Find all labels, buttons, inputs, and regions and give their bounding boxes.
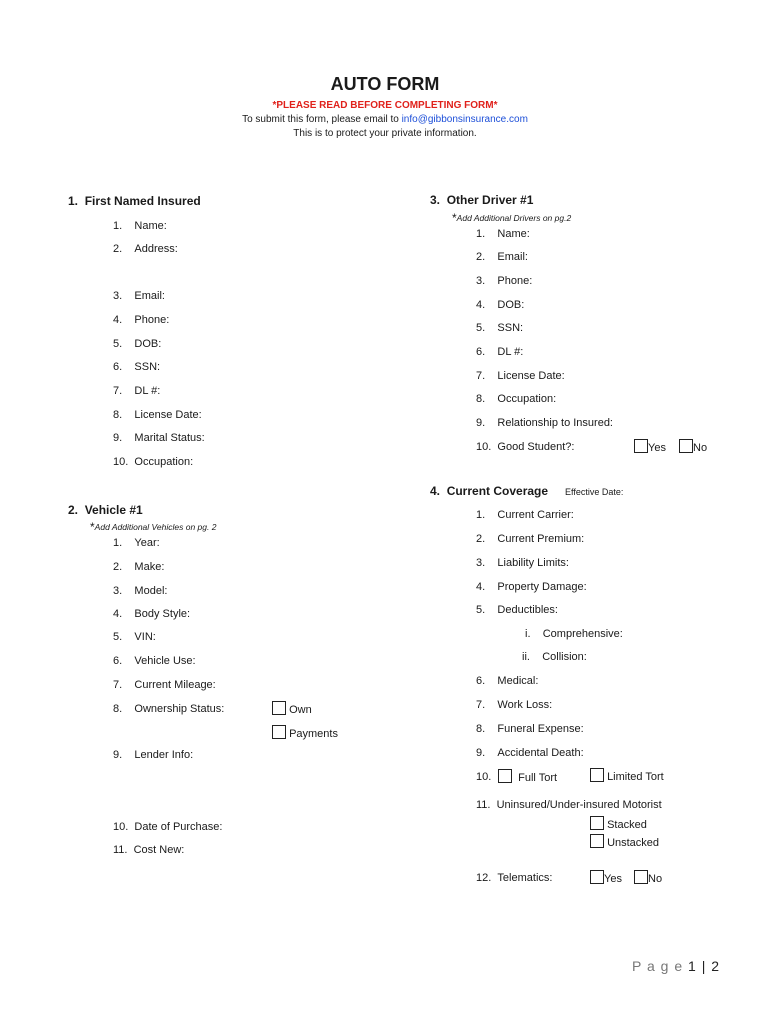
item-label: VIN: [134,631,156,643]
item-label: Current Premium: [497,533,585,545]
section-vehicle [68,503,143,517]
item-label: SSN: [134,361,161,373]
no-label: No [693,442,708,454]
tort-item-number: 10. [476,771,492,783]
item-number: 3. [113,290,123,302]
item-label: SSN: [497,322,524,334]
driver-email-field[interactable] [476,251,528,263]
item-label: Liability Limits: [497,557,569,569]
work-loss-field[interactable] [476,699,552,711]
deductibles-field [476,604,558,616]
item-number: 8. [476,393,486,405]
item-label: Marital Status: [134,432,205,444]
driver-license-date-field[interactable] [476,370,565,382]
item-number: 8. [113,703,123,715]
item-number: 4. [113,314,123,326]
page-current: 1 [688,958,697,974]
driver-note [452,211,571,225]
telematics-no-option[interactable] [634,870,662,885]
item-label: DOB: [497,299,525,311]
good-student-yes-checkbox[interactable] [634,439,648,453]
note-text: Add Additional Vehicles on pg. 2 [94,522,217,532]
uninsured-motorist-field [476,799,662,811]
item-label: Uninsured/Under-insured Motorist [496,799,662,811]
item-number: 7. [113,679,123,691]
yes-label: Yes [604,873,622,885]
item-label: Email: [134,290,165,302]
item-number: i. [525,628,531,640]
item-label: Relationship to Insured: [497,417,613,429]
item-number: 8. [113,409,123,421]
item-label: DL #: [497,346,524,358]
vehicle-make-field[interactable] [113,561,164,573]
collision-field[interactable] [522,651,587,663]
item-label: Vehicle Use: [134,655,196,667]
item-number: 6. [113,361,123,373]
page-word: P a g e [632,958,684,974]
payments-label: Payments [289,728,338,740]
own-option[interactable] [272,701,312,716]
vehicle-body-style-field[interactable] [113,608,190,620]
read-warning: *PLEASE READ BEFORE COMPLETING FORM* [272,100,498,111]
item-label: Comprehensive: [542,628,623,640]
current-carrier-field[interactable] [476,509,574,521]
limited-tort-label: Limited Tort [607,771,664,783]
item-label: Current Carrier: [497,509,574,521]
item-number: 3. [476,275,486,287]
item-number: 2. [113,243,123,255]
unstacked-checkbox[interactable] [590,834,604,848]
item-label: Property Damage: [497,581,587,593]
funeral-expense-field[interactable] [476,723,584,735]
section-number: 3. [430,193,441,207]
accidental-death-field[interactable] [476,747,584,759]
item-label: Email: [497,251,528,263]
item-number: 2. [476,533,486,545]
item-number: 10. [113,456,129,468]
item-number: 8. [476,723,486,735]
item-label: Lender Info: [134,749,194,761]
email-link[interactable]: info@gibbonsinsurance.com [401,114,528,125]
item-label: Occupation: [497,393,557,405]
item-number: 9. [476,747,486,759]
insured-license-date-field[interactable] [113,409,202,421]
item-number: 4. [113,608,123,620]
item-label: Body Style: [134,608,191,620]
vehicle-note [90,520,216,534]
section-number: 1. [68,194,79,208]
driver-occupation-field[interactable] [476,393,556,405]
vehicle-purchase-date-field[interactable] [113,821,222,833]
full-tort-label: Full Tort [518,772,558,784]
item-label: Name: [134,220,167,232]
item-label: Address: [134,243,178,255]
item-number: 2. [113,561,123,573]
item-number: 12. [476,872,492,884]
item-number: 4. [476,299,486,311]
stacked-checkbox[interactable] [590,816,604,830]
item-number: 10. [113,821,129,833]
page-separator: | [701,958,707,974]
item-label: Collision: [542,651,587,663]
section-title: First Named Insured [84,194,201,208]
item-label: Current Mileage: [134,679,216,691]
item-number: 1. [476,509,486,521]
insured-occupation-field[interactable] [113,456,193,468]
submit-prefix: To submit this form, please email to [242,114,402,125]
item-number: 6. [476,346,486,358]
current-premium-field[interactable] [476,533,584,545]
payments-checkbox[interactable] [272,725,286,739]
item-number: 5. [476,604,486,616]
item-number: 4. [476,581,486,593]
item-label: Model: [134,585,168,597]
page-number [632,958,720,974]
vehicle-lender-field[interactable] [113,749,193,761]
comprehensive-field[interactable] [525,628,623,640]
insured-marital-status-field[interactable] [113,432,205,444]
item-label: Name: [497,228,530,240]
item-label: Accidental Death: [497,747,584,759]
insured-name-field[interactable] [113,220,167,232]
item-number: 6. [113,655,123,667]
insured-email-field[interactable] [113,290,165,302]
stacked-label: Stacked [607,819,647,831]
item-number: 7. [113,385,123,397]
vehicle-vin-field[interactable] [113,631,156,643]
item-label: Occupation: [134,456,194,468]
driver-relationship-field[interactable] [476,417,613,429]
unstacked-label: Unstacked [607,837,660,849]
item-label: Funeral Expense: [497,723,584,735]
vehicle-cost-new-field[interactable] [113,844,184,856]
driver-dl-field[interactable] [476,346,523,358]
item-number: 11. [476,799,491,811]
driver-dob-field[interactable] [476,299,524,311]
effective-date-field[interactable]: Effective Date: [565,487,624,497]
item-number: 9. [113,749,123,761]
item-label: DL #: [134,385,161,397]
driver-ssn-field[interactable] [476,322,523,334]
section-current-coverage [430,484,548,498]
payments-option[interactable] [272,725,338,740]
item-label: DOB: [134,338,162,350]
item-label: License Date: [134,409,202,421]
good-student-yes-option[interactable] [634,439,666,454]
note-text: Add Additional Drivers on pg.2 [456,213,572,223]
no-label: No [648,873,663,885]
item-label: Phone: [134,314,170,326]
medical-field[interactable] [476,675,538,687]
insured-dob-field[interactable] [113,338,161,350]
section-number: 4. [430,484,441,498]
telematics-no-checkbox[interactable] [634,870,648,884]
item-label: Year: [134,537,160,549]
section-title: Vehicle #1 [84,503,143,517]
telematics-yes-option[interactable] [590,870,622,885]
item-number: 2. [476,251,486,263]
note-star: * [452,211,457,225]
vehicle-year-field[interactable] [113,537,160,549]
protect-note: This is to protect your private information. [293,128,477,139]
item-label: Make: [134,561,165,573]
insured-ssn-field[interactable] [113,361,160,373]
item-number: 5. [476,322,486,334]
note-star: * [90,520,95,534]
item-label: Deductibles: [497,604,558,616]
good-student-no-option[interactable] [679,439,707,454]
item-number: 9. [113,432,123,444]
full-tort-checkbox[interactable] [498,769,512,783]
driver-name-field[interactable] [476,228,530,240]
item-label: License Date: [497,370,565,382]
driver-good-student-field [476,441,574,453]
liability-limits-field[interactable] [476,557,569,569]
item-number: ii. [522,651,530,663]
vehicle-model-field[interactable] [113,585,167,597]
item-label: Good Student?: [497,441,575,453]
item-number: 1. [113,537,123,549]
item-number: 3. [476,557,486,569]
section-number: 2. [68,503,79,517]
limited-tort-checkbox[interactable] [590,768,604,782]
driver-phone-field[interactable] [476,275,532,287]
submit-instructions [0,114,770,125]
item-label: Phone: [497,275,533,287]
yes-label: Yes [648,442,666,454]
item-number: 1. [476,228,486,240]
item-number: 6. [476,675,486,687]
property-damage-field[interactable] [476,581,587,593]
insured-address-field[interactable] [113,243,178,255]
item-number: 7. [476,699,486,711]
form-title: AUTO FORM [330,74,440,94]
vehicle-ownership-field [113,703,224,715]
item-label: Date of Purchase: [134,821,223,833]
item-label: Medical: [497,675,539,687]
item-number: 5. [113,338,123,350]
section-first-named-insured [68,194,201,208]
own-checkbox[interactable] [272,701,286,715]
item-label: Work Loss: [497,699,553,711]
unstacked-option[interactable] [590,834,659,849]
section-title: Current Coverage [446,484,549,498]
item-number: 7. [476,370,486,382]
insured-phone-field[interactable] [113,314,169,326]
item-number: 10. [476,441,492,453]
vehicle-mileage-field[interactable] [113,679,216,691]
vehicle-use-field[interactable] [113,655,196,667]
item-number: 9. [476,417,486,429]
limited-tort-option[interactable] [590,768,664,783]
item-number: 3. [113,585,123,597]
section-other-driver [430,193,533,207]
telematics-field [476,872,552,884]
item-label: Telematics: [497,872,553,884]
section-title: Other Driver #1 [446,193,534,207]
item-label: Ownership Status: [134,703,225,715]
own-label: Own [289,704,312,716]
item-number: 11. [113,844,128,856]
telematics-yes-checkbox[interactable] [590,870,604,884]
item-number: 1. [113,220,123,232]
item-number: 5. [113,631,123,643]
good-student-no-checkbox[interactable] [679,439,693,453]
page-total: 2 [711,958,721,974]
item-label: Cost New: [133,844,185,856]
stacked-option[interactable] [590,816,647,831]
insured-dl-field[interactable] [113,385,160,397]
full-tort-option[interactable] [498,769,557,784]
